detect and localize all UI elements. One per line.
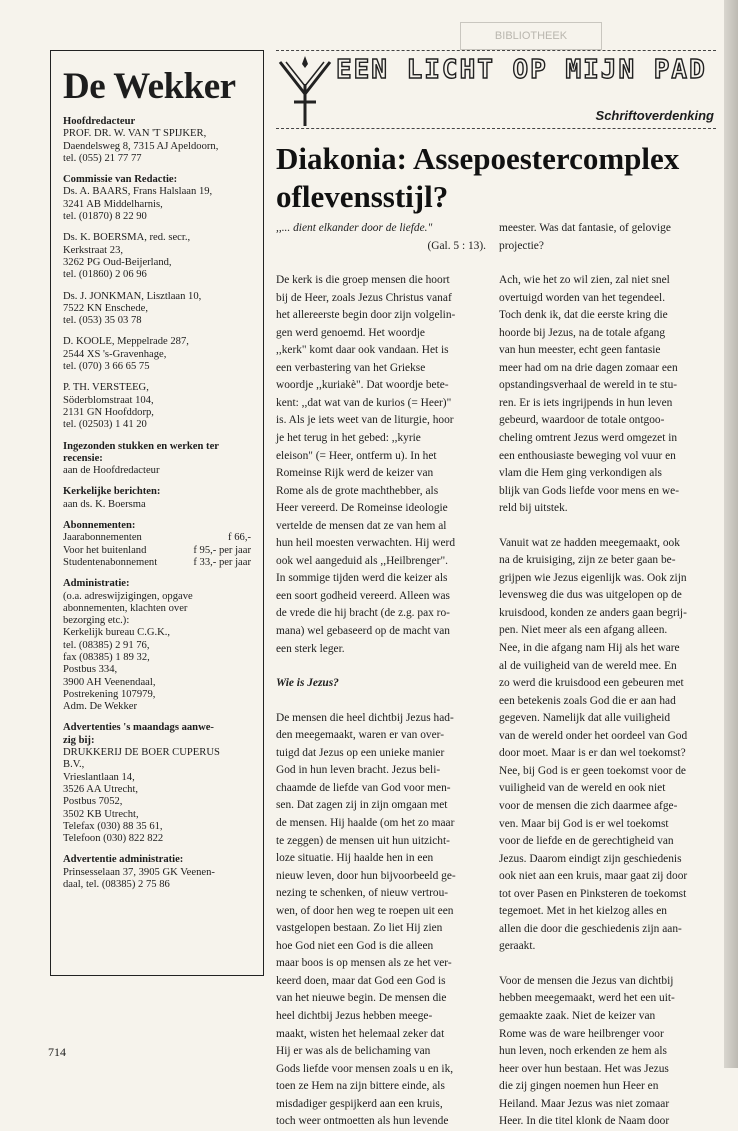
text-line: toch weer ontmoetten als hun levende: [276, 1115, 449, 1128]
text-line: Ach, wie het zo wil zien, zal niet snel: [499, 274, 670, 287]
text-line: PROF. DR. W. VAN 'T SPIJKER,: [63, 128, 207, 140]
text-line: hun leven, noch erkenden ze hem als: [499, 1045, 667, 1058]
text-line: D. KOOLE, Meppelrade 287,: [63, 336, 189, 348]
text-line: ook niet aan een kruis, maar gaat zij door: [499, 870, 688, 883]
text-line: Söderblomstraat 104,: [63, 394, 154, 406]
text-line: projectie?: [499, 239, 544, 252]
subscription-row: [63, 557, 251, 569]
subscription-label: Jaarabonnementen: [63, 532, 142, 544]
text-line: ,,kerk" komt daar ook vandaan. Het is: [276, 344, 449, 357]
text-line: Postbus 334,: [63, 664, 118, 676]
text-line: het allereerste begin door zijn volgelin-: [276, 309, 456, 322]
subscription-label: Studentenabonnement: [63, 556, 158, 568]
text-line: Heer. In die titel klonk de Naam door: [499, 1115, 670, 1128]
text-line: 3900 AH Veenendaal,: [63, 676, 156, 688]
block-heading: Kerkelijke berichten:: [63, 486, 161, 498]
kerkelijke-block: [63, 486, 251, 511]
paragraph: [499, 535, 721, 956]
text-line: heer over hun bestaan. Het was Jezus: [499, 1062, 669, 1075]
koole-block: [63, 336, 251, 373]
text-line: tel. (055) 21 77 77: [63, 152, 142, 164]
ingezonden-block: [63, 441, 251, 478]
text-line: na de kruisiging, zijn ze beter gaan be-: [499, 554, 676, 567]
text-line: 7522 KN Enschede,: [63, 302, 149, 314]
text-line: te zeggen) de mensen uit hun uitzicht-: [276, 834, 450, 847]
text-line: P. TH. VERSTEEG,: [63, 382, 149, 394]
text-line: (o.a. adreswijzigingen, opgave: [63, 590, 193, 602]
text-line: overtuigd worden van het tegendeel.: [499, 291, 666, 304]
text-line: 2131 GN Hoofddorp,: [63, 406, 154, 418]
text-line: toen ze Hem na zijn bittere einde, als: [276, 1080, 445, 1093]
text-line: grijpen wie Jezus eigenlijk was. Ook zijn: [499, 571, 687, 584]
text-line: de mensen. Hij haalde (om het zo maar: [276, 816, 455, 829]
commissie-block: [63, 174, 251, 223]
text-line: blijk van Gods liefde voor mens en we-: [499, 484, 679, 497]
text-line: geraakt.: [499, 940, 536, 953]
section-header: [276, 50, 716, 123]
text-line: 3502 KB Utrecht,: [63, 808, 139, 820]
text-line: al de vuiligheid van de wereld mee. En: [499, 659, 677, 672]
text-line: je het terug in het gebed: ,,kyrie: [276, 432, 421, 445]
text-line: een verbastering van het Griekse: [276, 361, 426, 374]
text-line: sen. Dat zagen zij in zijn omgaan met: [276, 799, 448, 812]
text-line: eleison" (= Heer, ontferm u). In het: [276, 449, 437, 462]
paragraph: [499, 272, 721, 518]
section-heading: Wie is Jezus?: [276, 677, 339, 690]
header-rule: [276, 50, 716, 51]
text-line: maakt, wisten het helemaal zeker dat: [276, 1027, 445, 1040]
text-line: In sommige tijden werd die keizer als: [276, 572, 448, 585]
text-line: Rome als de grote machthebber, als: [276, 484, 439, 497]
text-line: Postrekening 107979,: [63, 688, 156, 700]
text-line: hun heil moesten verwachten. Hij werd: [276, 537, 456, 550]
text-line: 3262 PG Oud-Beijerland,: [63, 256, 172, 268]
text-line: Telefax (030) 88 35 61,: [63, 820, 163, 832]
text-line: Advertenties 's maandags aanwe-: [63, 722, 214, 734]
text-line: Nee, in die afgang nam Hij als het ware: [499, 642, 680, 655]
text-line: Prinsesselaan 37, 3905 GK Veenen-: [63, 866, 215, 878]
text-line: loze situatie. Hij haalde hen in een: [276, 852, 434, 865]
text-line: van hun meester, echt geen fantasie: [499, 344, 661, 357]
text-line: een betekenis zoals God die er aan had: [499, 694, 676, 707]
text-line: is. Als je iets weet van de liturgie, hoor: [276, 414, 454, 427]
text-line: Vanuit wat ze hadden meegemaakt, ook: [499, 536, 680, 549]
text-line: een sterk leger.: [276, 642, 345, 655]
jonkman-block: [63, 291, 251, 328]
text-line: Ds. J. JONKMAN, Lisztlaan 10,: [63, 290, 202, 302]
text-line: Kerkstraat 23,: [63, 244, 124, 256]
page-number: 714: [48, 1045, 66, 1059]
text-line: opstandingsverhaal de wereld in te stu-: [499, 379, 678, 392]
text-line: reld bij uitstek.: [499, 502, 568, 515]
text-line: Heer vereerd. De Romeinse ideologie: [276, 502, 448, 515]
section-subtitle: Schriftoverdenking: [595, 108, 714, 123]
text-line: door moet. Maar is er dan wel toekomst?: [499, 747, 686, 760]
text-line: recensie:: [63, 452, 103, 464]
text-line: nezing te schenken, of nieuw vertrou-: [276, 887, 449, 900]
paragraph: [276, 272, 486, 658]
text-line: hoorde bij Jezus, na de totale afgang: [499, 326, 666, 339]
epigraph-reference: (Gal. 5 : 13).: [427, 239, 486, 252]
block-heading: Commissie van Redactie:: [63, 174, 178, 186]
text-line: hoe God niet een God is die alleen: [276, 939, 434, 952]
text-line: keerd doen, maar dat God een God is: [276, 974, 446, 987]
text-line: Postbus 7052,: [63, 796, 123, 808]
block-heading: Administratie:: [63, 578, 130, 590]
text-line: levensweg die dus was uitgelopen op de: [499, 589, 682, 602]
text-line: chaamde de liefde van God voor men-: [276, 781, 451, 794]
text-line: Romeinse Rijk werd de keizer van: [276, 467, 434, 480]
text-line: vuiligheid van de wereld en ook niet: [499, 782, 666, 795]
hoofdredacteur-block: [63, 116, 251, 165]
text-line: tot over Pasen en Pinksteren de toekomst: [499, 887, 687, 900]
text-line: levensstijl?: [301, 179, 449, 214]
advertenties-block: [63, 722, 251, 845]
text-line: pen. Niet meer als een afgang alleen.: [499, 624, 668, 637]
text-line: gegeven. Namelijk dat alle vuiligheid: [499, 712, 671, 725]
adv-admin-block: [63, 854, 251, 891]
lamp-cross-icon: [276, 54, 334, 128]
article-title: [276, 140, 726, 216]
subscription-price: f 66,-: [228, 532, 251, 544]
text-line: Nee, bij God is er geen toekomst voor de: [499, 764, 686, 777]
text-line: tegemoet. Met in het kielzog alles en: [499, 905, 667, 918]
text-line: Ingezonden stukken en werken ter: [63, 440, 219, 452]
text-line: een soort godheid vereerd. Alleen was: [276, 589, 450, 602]
text-line: zo werd die kruisdood een gebeuren met: [499, 677, 684, 690]
text-line: voor de liefde en de gerechtigheid van: [499, 835, 674, 848]
text-line: bezorging etc.):: [63, 615, 130, 627]
text-line: tel. (01870) 8 22 90: [63, 211, 147, 223]
text-line: 3241 AB Middelharnis,: [63, 198, 163, 210]
text-line: mana) wel gebaseerd op de macht van: [276, 625, 450, 638]
text-line: De kerk is die groep mensen die hoort: [276, 274, 450, 287]
text-line: Vrieslantlaan 14,: [63, 771, 135, 783]
section-banner: EEN LICHT OP MIJN PAD: [336, 55, 707, 85]
text-line: nieuw leven, door hun bijvoorbeeld ge-: [276, 869, 456, 882]
text-line: God in hun leven bracht. Jezus beli-: [276, 764, 441, 777]
text-line: tel. (02503) 1 41 20: [63, 419, 147, 431]
text-line: ven. Maar bij God is er wel toekomst: [499, 817, 669, 830]
text-line: fax (08385) 1 89 32,: [63, 651, 150, 663]
text-line: abonnementen, klachten over: [63, 602, 188, 614]
text-line: Diakonia: Assepoestercomplex of: [276, 141, 680, 214]
text-line: gen werd genoemd. Het woordje: [276, 326, 425, 339]
colophon-box: [50, 50, 264, 976]
text-line: heel dichtbij Jezus hebben meege-: [276, 1009, 433, 1022]
administratie-block: [63, 578, 251, 713]
paragraph: [499, 973, 721, 1131]
text-line: allen die door die geschiedenis zijn aan-: [499, 922, 682, 935]
text-line: meester. Was dat fantasie, of gelovige: [499, 222, 671, 234]
text-line: tel. (08385) 2 91 76,: [63, 639, 150, 651]
subscription-price: f 33,- per jaar: [193, 556, 251, 568]
boersma-block: [63, 232, 251, 281]
text-line: B.V.,: [63, 759, 85, 771]
text-line: tel. (053) 35 03 78: [63, 315, 142, 327]
text-line: Kerkelijk bureau C.G.K.,: [63, 627, 171, 639]
text-line: zig bij:: [63, 734, 95, 746]
page-edge: [724, 0, 738, 1068]
paragraph: [499, 220, 721, 255]
subscription-label: Voor het buitenland: [63, 544, 147, 556]
subscription-row: [63, 545, 251, 557]
block-heading: Abonnementen:: [63, 520, 136, 532]
abonnementen-block: [63, 520, 251, 569]
epigraph: ,,... dient elkander door de liefde.": [276, 222, 433, 234]
text-line: aan de Hoofdredacteur: [63, 465, 160, 477]
subscription-row: [63, 532, 251, 544]
text-line: DRUKKERIJ DE BOER CUPERUS: [63, 747, 220, 759]
library-stamp: BIBLIOTHEEK: [460, 22, 602, 50]
subscription-price: f 95,- per jaar: [193, 544, 251, 556]
text-line: bij de Heer, zoals Jezus Christus vanaf: [276, 291, 452, 304]
text-line: Toch denk ik, dat die eerste kring die: [499, 309, 668, 322]
text-line: van de wereld onder het oordeel van God: [499, 729, 688, 742]
text-line: maar boos is op mensen als ze het ver-: [276, 957, 452, 970]
text-line: woordje ,,kuriakè". Dat woordje bete-: [276, 379, 449, 392]
block-heading: Advertentie administratie:: [63, 854, 184, 866]
masthead: De Wekker: [63, 66, 236, 107]
text-line: ook wel aangeduid als ,,Heilbrenger".: [276, 554, 448, 567]
text-line: kent: ,,dat wat van de kurios (= Heer)": [276, 396, 452, 409]
article-column-1: [276, 220, 486, 1131]
versteeg-block: [63, 382, 251, 431]
text-line: aan ds. K. Boersma: [63, 498, 146, 510]
text-line: Voor de mensen die Jezus van dichtbij: [499, 974, 674, 987]
text-line: Jezus. Daarom eindigt zijn geschiedenis: [499, 852, 682, 865]
text-line: Ds. K. BOERSMA, red. secr.,: [63, 232, 191, 244]
text-line: Adm. De Wekker: [63, 701, 137, 713]
text-line: vastgelopen bestaan. Zo liet Hij zien: [276, 922, 443, 935]
text-line: gemaakte zaak. Niet de keizer van: [499, 1009, 656, 1022]
text-line: ren. Er is iets ingrijpends in hun leven: [499, 396, 673, 409]
text-line: Rome was de ware heilbrenger voor: [499, 1027, 664, 1040]
text-line: misdadiger gespijkerd aan een kruis,: [276, 1097, 443, 1110]
text-line: die zij gingen noemen hun Heer en: [499, 1080, 659, 1093]
text-line: vertelde de mensen dat ze van hem al: [276, 519, 447, 532]
text-line: daal, tel. (08385) 2 75 86: [63, 879, 170, 891]
text-line: den meegemaakt, waren er van over-: [276, 729, 445, 742]
text-line: voor de mensen die zich daarmee afge-: [499, 799, 678, 812]
text-line: Daendelsweg 8, 7315 AJ Apeldoorn,: [63, 140, 219, 152]
text-line: 2544 XS 's-Gravenhage,: [63, 348, 167, 360]
text-line: Gods liefde voor mensen zoals u en ik,: [276, 1062, 454, 1075]
text-line: de vrede die hij bracht (de z.g. pax ro-: [276, 607, 450, 620]
text-line: De mensen die heel dichtbij Jezus had-: [276, 711, 454, 724]
block-heading: Hoofdredacteur: [63, 116, 136, 127]
text-line: kruisdood, konden ze anders gaan begrij-: [499, 606, 687, 619]
text-line: Ds. A. BAARS, Frans Halslaan 19,: [63, 186, 213, 198]
text-line: wen, of door hen weg te roepen uit een: [276, 904, 454, 917]
article-column-2: [499, 220, 721, 1131]
text-line: van het nieuwe begin. De mensen die: [276, 992, 447, 1005]
text-line: tel. (070) 3 66 65 75: [63, 361, 150, 373]
text-line: hebben meegemaakt, werd het een uit-: [499, 992, 675, 1005]
text-line: vlam die Hem ging verkondigen als: [499, 467, 662, 480]
text-line: tel. (01860) 2 06 96: [63, 269, 147, 281]
text-line: een enthousiaste beweging vol vuur en: [499, 449, 676, 462]
text-line: Hij er was als de belichaming van: [276, 1045, 431, 1058]
text-line: meer had om na drie dagen zomaar een: [499, 361, 678, 374]
text-line: tuigd dat Jezus op een unieke manier: [276, 746, 445, 759]
text-line: Telefoon (030) 822 822: [63, 833, 164, 845]
text-line: Heiland. Maar Jezus was niet zomaar: [499, 1097, 670, 1110]
header-rule-bottom: [276, 128, 716, 129]
text-line: cheling omtrent Jezus werd omgezet in: [499, 432, 678, 445]
text-line: 3526 AA Utrecht,: [63, 783, 139, 795]
text-line: gebeurd, waardoor de totale ontgoo-: [499, 414, 665, 427]
